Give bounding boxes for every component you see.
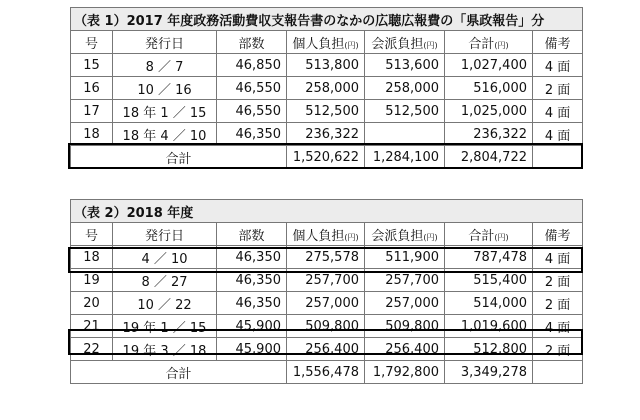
cell-copies: 46,350 xyxy=(217,292,287,315)
header-individual: 個人負担(円) xyxy=(287,223,365,246)
header-individual: 個人負担(円) xyxy=(287,31,365,54)
cell-individual: 256,400 xyxy=(287,338,365,361)
total-label: 合計 xyxy=(71,361,287,384)
cell-faction: 256,400 xyxy=(365,338,445,361)
cell-faction: 512,500 xyxy=(365,100,445,123)
cell-issue: 21 xyxy=(71,315,113,338)
total-individual: 1,520,622 xyxy=(287,146,365,169)
total-faction: 1,792,800 xyxy=(365,361,445,384)
total-remarks-empty xyxy=(533,361,583,384)
cell-total: 512,800 xyxy=(445,338,533,361)
cell-date: 18 年 1 ／ 15 xyxy=(113,100,217,123)
cell-copies: 45,900 xyxy=(217,315,287,338)
cell-date: 8 ／ 27 xyxy=(113,269,217,292)
cell-copies: 46,550 xyxy=(217,100,287,123)
cell-individual: 257,700 xyxy=(287,269,365,292)
cell-remarks: 4 面 xyxy=(533,315,583,338)
table-row-highlighted xyxy=(71,315,583,338)
table-2-total-row xyxy=(71,361,583,384)
cell-copies: 45,900 xyxy=(217,338,287,361)
header-remarks: 備考 xyxy=(533,31,583,54)
total-remarks-empty xyxy=(533,146,583,169)
cell-remarks: 4 面 xyxy=(533,246,583,269)
cell-faction: 258,000 xyxy=(365,77,445,100)
table-row xyxy=(71,77,583,100)
cell-faction: 513,600 xyxy=(365,54,445,77)
total-sum: 2,804,722 xyxy=(445,146,533,169)
cell-issue: 15 xyxy=(71,54,113,77)
table-row xyxy=(71,292,583,315)
cell-total: 1,025,000 xyxy=(445,100,533,123)
table-row-highlighted xyxy=(71,246,583,269)
cell-individual: 509,800 xyxy=(287,315,365,338)
table-row xyxy=(71,269,583,292)
cell-total: 516,000 xyxy=(445,77,533,100)
cell-total: 515,400 xyxy=(445,269,533,292)
cell-individual: 258,000 xyxy=(287,77,365,100)
cell-date: 10 ／ 22 xyxy=(113,292,217,315)
cell-total: 514,000 xyxy=(445,292,533,315)
cell-date: 19 年 1 ／ 15 xyxy=(113,315,217,338)
cell-individual: 513,800 xyxy=(287,54,365,77)
cell-total: 1,019,600 xyxy=(445,315,533,338)
table-2-caption: （表 2）2018 年度 xyxy=(71,200,583,223)
table-1-caption: （表 1）2017 年度政務活動費収支報告書のなかの広聴広報費の「県政報告」分 xyxy=(71,8,583,31)
cell-faction: 511,900 xyxy=(365,246,445,269)
cell-issue: 20 xyxy=(71,292,113,315)
cell-issue: 17 xyxy=(71,100,113,123)
cell-issue: 22 xyxy=(71,338,113,361)
total-label: 合計 xyxy=(71,146,287,169)
cell-remarks: 4 面 xyxy=(533,100,583,123)
cell-date: 8 ／ 7 xyxy=(113,54,217,77)
cell-total: 1,027,400 xyxy=(445,54,533,77)
header-copies: 部数 xyxy=(217,31,287,54)
cell-faction: 257,700 xyxy=(365,269,445,292)
cell-issue: 19 xyxy=(71,269,113,292)
cell-date: 18 年 4 ／ 10 xyxy=(113,123,217,146)
cell-copies: 46,350 xyxy=(217,269,287,292)
cell-issue: 18 xyxy=(71,123,113,146)
header-remarks: 備考 xyxy=(533,223,583,246)
cell-individual: 236,322 xyxy=(287,123,365,146)
cell-remarks: 2 面 xyxy=(533,77,583,100)
cell-individual: 257,000 xyxy=(287,292,365,315)
total-sum: 3,349,278 xyxy=(445,361,533,384)
table-2 xyxy=(70,199,583,384)
cell-date: 10 ／ 16 xyxy=(113,77,217,100)
cell-remarks: 2 面 xyxy=(533,292,583,315)
table-row xyxy=(71,100,583,123)
header-copies: 部数 xyxy=(217,223,287,246)
table-1-total-row xyxy=(71,146,583,169)
header-total: 合計(円) xyxy=(445,223,533,246)
total-individual: 1,556,478 xyxy=(287,361,365,384)
cell-issue: 16 xyxy=(71,77,113,100)
cell-individual: 275,578 xyxy=(287,246,365,269)
cell-copies: 46,350 xyxy=(217,123,287,146)
table-row xyxy=(71,54,583,77)
table-1-header-row xyxy=(71,31,583,54)
cell-copies: 46,350 xyxy=(217,246,287,269)
cell-issue: 18 xyxy=(71,246,113,269)
total-faction: 1,284,100 xyxy=(365,146,445,169)
cell-individual: 512,500 xyxy=(287,100,365,123)
cell-total: 787,478 xyxy=(445,246,533,269)
header-date: 発行日 xyxy=(113,223,217,246)
cell-date: 4 ／ 10 xyxy=(113,246,217,269)
header-issue: 号 xyxy=(71,31,113,54)
cell-copies: 46,550 xyxy=(217,77,287,100)
header-date: 発行日 xyxy=(113,31,217,54)
cell-total: 236,322 xyxy=(445,123,533,146)
table-1 xyxy=(70,7,583,169)
table-2-header-row xyxy=(71,223,583,246)
table-row-highlighted xyxy=(71,123,583,146)
cell-remarks: 2 面 xyxy=(533,269,583,292)
header-faction: 会派負担(円) xyxy=(365,31,445,54)
cell-faction: 257,000 xyxy=(365,292,445,315)
cell-faction: 509,800 xyxy=(365,315,445,338)
cell-remarks: 4 面 xyxy=(533,54,583,77)
cell-remarks: 2 面 xyxy=(533,338,583,361)
header-total: 合計(円) xyxy=(445,31,533,54)
table-row xyxy=(71,338,583,361)
cell-date: 19 年 3 ／ 18 xyxy=(113,338,217,361)
cell-remarks: 4 面 xyxy=(533,123,583,146)
cell-faction xyxy=(365,123,445,146)
header-issue: 号 xyxy=(71,223,113,246)
cell-copies: 46,850 xyxy=(217,54,287,77)
header-faction: 会派負担(円) xyxy=(365,223,445,246)
